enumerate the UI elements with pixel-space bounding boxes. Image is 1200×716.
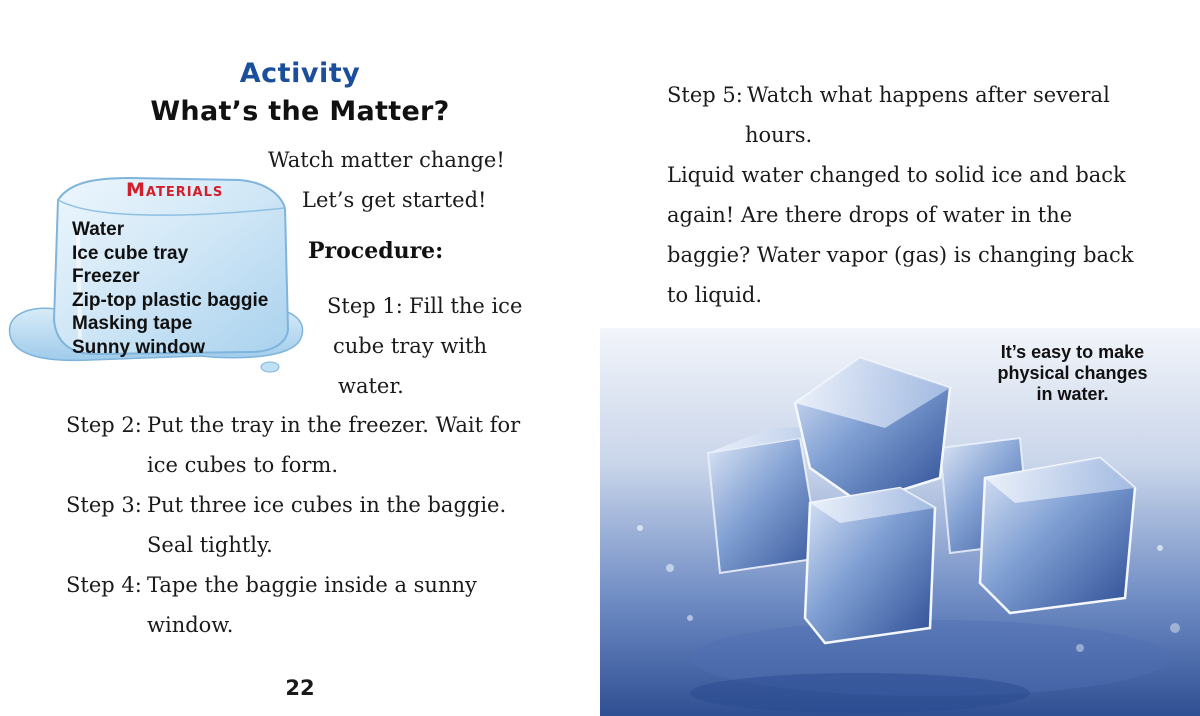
- procedure-heading: Procedure:: [308, 238, 444, 264]
- materials-item: Masking tape: [72, 313, 193, 334]
- step-3: [66, 485, 546, 565]
- step-text: Seal tightly.: [147, 533, 273, 557]
- conclusion-line: Liquid water changed to solid ice and back: [667, 163, 1126, 187]
- caption-line: in water.: [1036, 384, 1109, 404]
- step-4: [66, 565, 546, 645]
- page-title: What’s the Matter?: [150, 96, 450, 127]
- step-5: [667, 75, 1187, 155]
- step-1: [327, 286, 567, 406]
- conclusion-line: again! Are there drops of water in the: [667, 203, 1073, 227]
- materials-list: [72, 218, 268, 359]
- page-number: 22: [285, 676, 315, 700]
- conclusion-line: to liquid.: [667, 283, 762, 307]
- step-text: cube tray with: [333, 334, 488, 358]
- materials-item: Ice cube tray: [72, 242, 189, 264]
- conclusion-paragraph: [667, 155, 1187, 315]
- activity-label: Activity: [239, 58, 361, 89]
- step-label: Step 1:: [327, 294, 403, 318]
- materials-item: Freezer: [72, 266, 140, 287]
- step-2: [66, 405, 546, 485]
- step-text: hours.: [745, 123, 813, 147]
- step-text: Put the tray in the freezer. Wait for: [147, 413, 521, 437]
- conclusion-line: baggie? Water vapor (gas) is changing back: [667, 243, 1134, 267]
- step-text: Watch what happens after several: [747, 83, 1110, 107]
- step-text: Tape the baggie inside a sunny: [147, 573, 477, 597]
- photo-caption: [975, 342, 1170, 405]
- step-label: Step 5:: [667, 83, 743, 107]
- step-label: Step 4:: [66, 573, 142, 597]
- step-text: Put three ice cubes in the baggie.: [147, 493, 507, 517]
- caption-line: physical changes: [997, 363, 1148, 383]
- materials-item: Water: [72, 219, 125, 240]
- materials-heading: Materials: [126, 179, 224, 201]
- step-label: Step 3:: [66, 493, 142, 517]
- step-label: Step 2:: [66, 413, 142, 437]
- materials-item: Sunny window: [72, 336, 205, 358]
- step-text: ice cubes to form.: [147, 453, 338, 477]
- step-text: water.: [338, 374, 404, 398]
- intro-line: Let’s get started!: [302, 188, 487, 212]
- caption-line: It’s easy to make: [1000, 342, 1145, 362]
- step-text: window.: [147, 613, 234, 637]
- intro-line: Watch matter change!: [268, 148, 505, 172]
- step-text: Fill the ice: [409, 294, 523, 318]
- materials-item: Zip-top plastic baggie: [72, 289, 269, 311]
